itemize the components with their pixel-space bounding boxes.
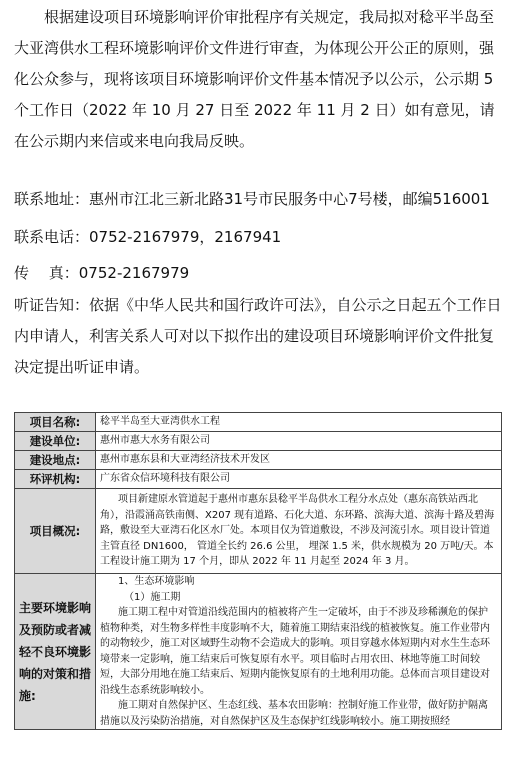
contact-phone: 联系电话：0752-2167979，2167941	[14, 228, 282, 246]
row-key: 建设地点:	[15, 451, 96, 470]
table-row	[15, 413, 502, 432]
project-info-table	[14, 412, 502, 730]
row-key: 项目名称:	[15, 413, 96, 432]
section-heading: 1、生态环境影响	[118, 576, 195, 587]
table-row	[15, 489, 502, 574]
table-row	[15, 470, 502, 489]
row-key: 项目概况:	[15, 489, 96, 574]
row-value	[96, 489, 502, 574]
hearing-notice: 听证告知：依据《中华人民共和国行政许可法》，自公示之日起五个工作日内申请人，利害关系人可对以下拟作出的建设项目环境影响评价文件批复决定提出听证申请。	[14, 296, 502, 376]
row-value: 广东省众信环境科技有限公司	[96, 470, 502, 489]
row-key: 环评机构:	[15, 470, 96, 489]
row-key: 建设单位:	[15, 432, 96, 451]
table-row	[15, 451, 502, 470]
notice-paragraph: 根据建设项目环境影响评价审批程序有关规定，我局拟对稔平半岛至大亚湾供水工程环境影响评价文件进行审查，为体现公开公正的原则，强化公众参与，现将该项目环境影响评价文件基本情况予以公示，公示期 5 个工作日（2022 年 10 月 27 日至 2022 年 11 月 2 日）如有意见，请在公示期内来信或来电向我局反映。	[14, 8, 495, 150]
table-row	[15, 432, 502, 451]
row-value: 惠州市惠大水务有限公司	[96, 432, 502, 451]
row-value: 惠州市惠东县和大亚湾经济技术开发区	[96, 451, 502, 470]
contact-fax: 传 真：0752-2167979	[14, 264, 190, 282]
row-value	[96, 574, 502, 730]
overview-text: 项目新建原水管道起于惠州市惠东县稔平半岛供水工程分水点处（惠东高铁站西北角），沿霞涌高铁南侧、X207 现有道路、石化大道、东环路、滨海大道、滨海十路及碧海路，敷设至大亚湾石化区水厂处。本项目仅为管道敷设，不涉及河流引水。项目设计管道主管直径 DN1600， 管道全长约 26.6 公里， 埋深 1.5 米，供水规模为 20 万吨/天。本工程设计施工期为 17 个月，即从 2022 年 11 月起至 2024 年 3 月。	[100, 494, 495, 568]
impact-text: 施工期工程中对管道沿线范围内的植被将产生一定破坏，由于不涉及珍稀濒危的保护植物种类，对生物多样性丰度影响不大，随着施工期结束沿线的植被恢复。施工作业带内的动物较少，施工对区域野生动物不会造成大的影响。项目穿越水体短期内对水生生态环境带来一定影响，施工结束后可恢复原有水平。项目临时占用农田、林地等施工时间较短，大部分用地在施工结束后、短期内能恢复原有的土地利用功能。总体而言项目建设对沿线生态系统影响较小。	[100, 607, 490, 696]
table-row	[15, 574, 502, 730]
row-value: 稔平半岛至大亚湾供水工程	[96, 413, 502, 432]
impact-text: 施工期对自然保护区、生态红线、基本农田影响：控制好施工作业带，做好防护隔离措施以及污染防治措施，对自然保护区及生态保护红线影响较小。施工期按照经	[100, 700, 488, 727]
row-key: 主要环境影响及预防或者减轻不良环境影响的对策和措施:	[15, 574, 96, 730]
subsection-heading: （1）施工期	[124, 591, 181, 603]
contact-address: 联系地址：惠州市江北三新北路31号市民服务中心7号楼，邮编516001	[14, 190, 490, 208]
